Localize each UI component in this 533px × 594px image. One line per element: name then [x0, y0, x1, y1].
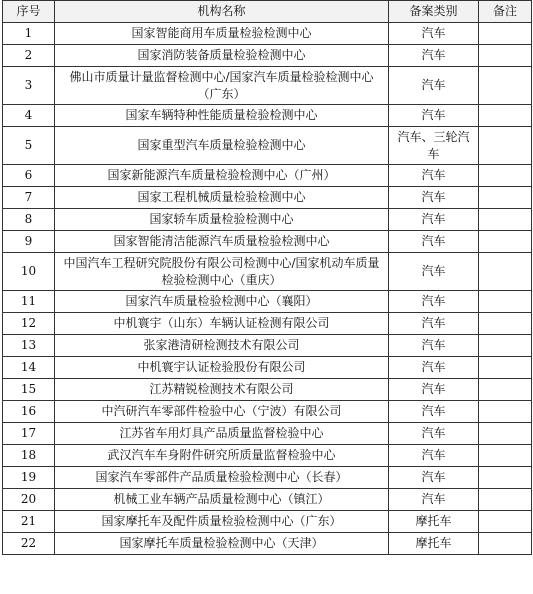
institution-name: 中机寰宇（山东）车辆认证检测有限公司 — [55, 313, 389, 335]
institution-table — [2, 0, 532, 555]
header-filing-category: 备案类别 — [389, 1, 479, 23]
remarks-cell — [479, 231, 532, 253]
filing-category: 汽车 — [389, 187, 479, 209]
table-row — [3, 467, 532, 489]
row-number: 4 — [3, 105, 55, 127]
row-number: 1 — [3, 23, 55, 45]
remarks-cell — [479, 379, 532, 401]
institution-name: 国家汽车零部件产品质量检验检测中心（长春） — [55, 467, 389, 489]
institution-name: 机械工业车辆产品质量检测中心（镇江） — [55, 489, 389, 511]
filing-category: 摩托车 — [389, 533, 479, 555]
table-row — [3, 423, 532, 445]
header-institution-name: 机构名称 — [55, 1, 389, 23]
table-row — [3, 105, 532, 127]
remarks-cell — [479, 45, 532, 67]
remarks-cell — [479, 209, 532, 231]
table-row — [3, 209, 532, 231]
table-row — [3, 127, 532, 165]
row-number: 16 — [3, 401, 55, 423]
row-number: 11 — [3, 291, 55, 313]
filing-category: 汽车 — [389, 489, 479, 511]
table-row — [3, 379, 532, 401]
row-number: 8 — [3, 209, 55, 231]
filing-category: 汽车 — [389, 209, 479, 231]
filing-category: 汽车 — [389, 23, 479, 45]
institution-name: 国家智能商用车质量检验检测中心 — [55, 23, 389, 45]
institution-table-container — [2, 0, 531, 594]
institution-name: 国家工程机械质量检验检测中心 — [55, 187, 389, 209]
remarks-cell — [479, 489, 532, 511]
institution-name: 中机寰宇认证检验股份有限公司 — [55, 357, 389, 379]
remarks-cell — [479, 533, 532, 555]
remarks-cell — [479, 127, 532, 165]
remarks-cell — [479, 165, 532, 187]
table-row — [3, 313, 532, 335]
filing-category: 汽车 — [389, 357, 479, 379]
table-row — [3, 489, 532, 511]
row-number: 22 — [3, 533, 55, 555]
filing-category: 汽车 — [389, 467, 479, 489]
filing-category: 汽车 — [389, 445, 479, 467]
remarks-cell — [479, 357, 532, 379]
header-remarks: 备注 — [479, 1, 532, 23]
institution-name: 国家车辆特种性能质量检验检测中心 — [55, 105, 389, 127]
filing-category: 汽车、三轮汽车 — [389, 127, 479, 165]
remarks-cell — [479, 187, 532, 209]
remarks-cell — [479, 467, 532, 489]
row-number: 3 — [3, 67, 55, 105]
table-row — [3, 165, 532, 187]
institution-name: 佛山市质量计量监督检测中心/国家汽车质量检验检测中心（广东） — [55, 67, 389, 105]
remarks-cell — [479, 511, 532, 533]
filing-category: 汽车 — [389, 45, 479, 67]
filing-category: 摩托车 — [389, 511, 479, 533]
table-row — [3, 445, 532, 467]
table-header-row — [3, 1, 532, 23]
institution-name: 国家摩托车质量检验检测中心（天津） — [55, 533, 389, 555]
row-number: 17 — [3, 423, 55, 445]
institution-name: 国家重型汽车质量检验检测中心 — [55, 127, 389, 165]
row-number: 9 — [3, 231, 55, 253]
row-number: 13 — [3, 335, 55, 357]
remarks-cell — [479, 401, 532, 423]
institution-name: 中汽研汽车零部件检验中心（宁波）有限公司 — [55, 401, 389, 423]
remarks-cell — [479, 23, 532, 45]
row-number: 10 — [3, 253, 55, 291]
header-serial-number: 序号 — [3, 1, 55, 23]
table-row — [3, 335, 532, 357]
remarks-cell — [479, 335, 532, 357]
filing-category: 汽车 — [389, 335, 479, 357]
row-number: 7 — [3, 187, 55, 209]
row-number: 21 — [3, 511, 55, 533]
row-number: 18 — [3, 445, 55, 467]
institution-name: 国家新能源汽车质量检验检测中心（广州） — [55, 165, 389, 187]
institution-name: 国家消防装备质量检验检测中心 — [55, 45, 389, 67]
filing-category: 汽车 — [389, 67, 479, 105]
institution-name: 张家港清研检测技术有限公司 — [55, 335, 389, 357]
remarks-cell — [479, 313, 532, 335]
row-number: 6 — [3, 165, 55, 187]
filing-category: 汽车 — [389, 165, 479, 187]
table-row — [3, 45, 532, 67]
table-row — [3, 357, 532, 379]
table-row — [3, 401, 532, 423]
remarks-cell — [479, 253, 532, 291]
remarks-cell — [479, 445, 532, 467]
row-number: 19 — [3, 467, 55, 489]
table-row — [3, 231, 532, 253]
row-number: 5 — [3, 127, 55, 165]
institution-name: 国家轿车质量检验检测中心 — [55, 209, 389, 231]
filing-category: 汽车 — [389, 379, 479, 401]
institution-name: 江苏省车用灯具产品质量监督检验中心 — [55, 423, 389, 445]
table-row — [3, 253, 532, 291]
institution-name: 国家摩托车及配件质量检验检测中心（广东） — [55, 511, 389, 533]
row-number: 20 — [3, 489, 55, 511]
institution-name: 武汉汽车车身附件研究所质量监督检验中心 — [55, 445, 389, 467]
row-number: 12 — [3, 313, 55, 335]
row-number: 14 — [3, 357, 55, 379]
remarks-cell — [479, 105, 532, 127]
table-row — [3, 291, 532, 313]
table-row — [3, 23, 532, 45]
remarks-cell — [479, 291, 532, 313]
institution-name: 江苏精锐检测技术有限公司 — [55, 379, 389, 401]
remarks-cell — [479, 67, 532, 105]
institution-name: 国家智能清洁能源汽车质量检验检测中心 — [55, 231, 389, 253]
table-row — [3, 187, 532, 209]
filing-category: 汽车 — [389, 253, 479, 291]
table-row — [3, 511, 532, 533]
remarks-cell — [479, 423, 532, 445]
institution-name: 国家汽车质量检验检测中心（襄阳） — [55, 291, 389, 313]
institution-name: 中国汽车工程研究院股份有限公司检测中心/国家机动车质量检验检测中心（重庆） — [55, 253, 389, 291]
filing-category: 汽车 — [389, 401, 479, 423]
filing-category: 汽车 — [389, 105, 479, 127]
filing-category: 汽车 — [389, 231, 479, 253]
filing-category: 汽车 — [389, 313, 479, 335]
row-number: 15 — [3, 379, 55, 401]
table-row — [3, 67, 532, 105]
row-number: 2 — [3, 45, 55, 67]
filing-category: 汽车 — [389, 423, 479, 445]
table-row — [3, 533, 532, 555]
filing-category: 汽车 — [389, 291, 479, 313]
